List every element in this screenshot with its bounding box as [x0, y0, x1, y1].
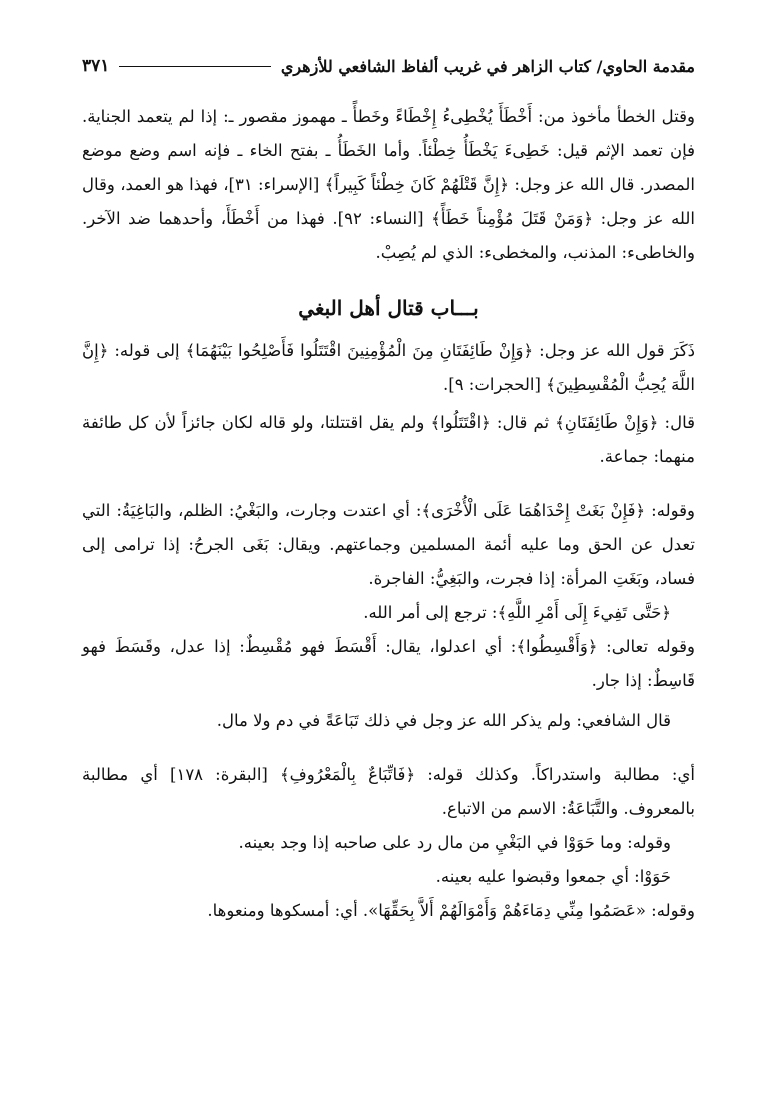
paragraph	[82, 894, 695, 928]
text-line: [الإسراء: ٣١]، فهذا هو العمد، وقال الله عز وجل: ﴿وَمَنْ قَتَلَ مُؤْمِناً خَطَأً﴾	[82, 175, 695, 228]
top-paragraph	[82, 100, 695, 270]
text-line: لأن كل طائفة منهما: جماعة.	[82, 413, 695, 466]
text-line: وقتل الخطأ مأخوذ من: أَخْطَأَ يُخْطِىءُ إِخْطَاءً وخَطأً ـ مهموز مقصور ـ: إذا لم	[178, 107, 695, 126]
paragraph	[82, 860, 695, 894]
header-title: مقدمة الحاوي/ كتاب الزاهر في غريب ألفاظ الشافعي للأزهري	[280, 56, 695, 76]
text-line: الظلم، والبَاغِيَةُ: التي تعدل عن الحق وما عليه أئمة المسلمين وجماعتهم. ويقال:	[82, 501, 695, 554]
page-number: ٣٧١	[82, 56, 110, 76]
paragraph	[82, 758, 695, 826]
text-line: وقوله: «عَصَمُوا مِنِّي دِمَاءَهُمْ وَأَمْوَالَهُمْ أَلاَّ بِحَقِّهَا». أي: أمسكوها ومنعوها.	[207, 901, 695, 920]
text-line: ﴿حَتَّى تَفِيءَ إِلَى أَمْرِ اللَّهِ﴾: ترجع إلى أمر الله.	[363, 603, 671, 622]
text-line: وقَسَطَ فهو قَاسِطٌ: إذا جار.	[82, 637, 695, 690]
paragraph	[82, 334, 695, 402]
paragraph	[82, 826, 695, 860]
spacer	[82, 474, 695, 494]
text-line: يتعمد الجناية. فإن تعمد الإثم قيل: خَطِىءَ يَخْطَأُ خِطْئاً. وأما الخَطَأُ ـ بفتح الخاء ـ	[82, 107, 695, 160]
header-rule	[119, 66, 270, 67]
text-line: وقوله: ﴿فَإِنْ بَغَتْ إِحْدَاهُمَا عَلَى الْأُخْرَى﴾: أي اعتدت وجارت، والبَغْيُ:	[228, 501, 695, 520]
text-line: [النساء: ٩٢]. فهذا من أَخْطَأَ، وأحدهما ضد الآخر. والخاطىء: المذنب،	[82, 209, 695, 262]
text-line: ذَكَرَ قول الله عز وجل: ﴿وَإِنْ طَائِفَتَانِ مِنَ الْمُؤْمِنِينَ اقْتَتَلُوا فَأَصْلِحُوا بَيْنَهُمَا﴾ إلى	[156, 341, 695, 360]
text-line: حَوَوْا: أي جمعوا وقبضوا عليه بعينه.	[435, 867, 671, 886]
text-line: وقوله: وما حَوَوْا في البَغْيِ من مال رد على صاحبه إذا وجد بعينه.	[238, 833, 671, 852]
paragraph	[82, 406, 695, 474]
shafii-quote	[82, 704, 695, 738]
spacer	[82, 738, 695, 758]
running-header	[82, 56, 695, 76]
text-line: وقوله تعالى: ﴿وَأَقْسِطُوا﴾: أي اعدلوا، يقال: أَقْسَطَ فهو مُقْسِطٌ: إذا عدل،	[169, 637, 695, 656]
paragraph	[82, 630, 695, 698]
text-line: قال: ﴿وَإِنْ طَائِفَتَانِ﴾ ثم قال: ﴿اقْتَتَلُوا﴾ ولم يقل اقتتلتا، ولو قاله لكان جائزاً	[182, 413, 695, 432]
paragraph	[82, 596, 695, 630]
text-line: قوله: ﴿إِنَّ اللَّهَ يُحِبُّ الْمُقْسِطِينَ﴾ [الحجرات: ٩].	[82, 341, 695, 394]
text-line: أي: مطالبة واستدراكاً. وكذلك قوله: ﴿فَاتِّبَاعٌ بِالْمَعْرُوفِ﴾ [البقرة: ١٧٨] أي	[140, 765, 695, 784]
text-line: بَغَى الجرحُ: إذا ترامى إلى فساد، وبَغَتِ المرأة: إذا فجرت، والبَغِيُّ: الفاجرة.	[82, 535, 695, 588]
section-heading: بـــاب قتال أهل البغي	[298, 296, 479, 320]
text-line: مطالبة بالمعروف. والتَّبَاعَةُ: الاسم من الاتباع.	[82, 765, 695, 818]
text-line: فإنه اسم وضع موضع المصدر. قال الله عز وجل: ﴿إِنَّ قَتْلَهُمْ كَانَ خِطْئاً كَبِيراً﴾	[82, 141, 695, 194]
text-line: قال الشافعي: ولم يذكر الله عز وجل في ذلك تَبَاعَةً في دم ولا مال.	[216, 711, 671, 730]
text-line: والمخطىء: الذي لم يُصِبْ.	[375, 243, 558, 262]
paragraph	[82, 494, 695, 596]
